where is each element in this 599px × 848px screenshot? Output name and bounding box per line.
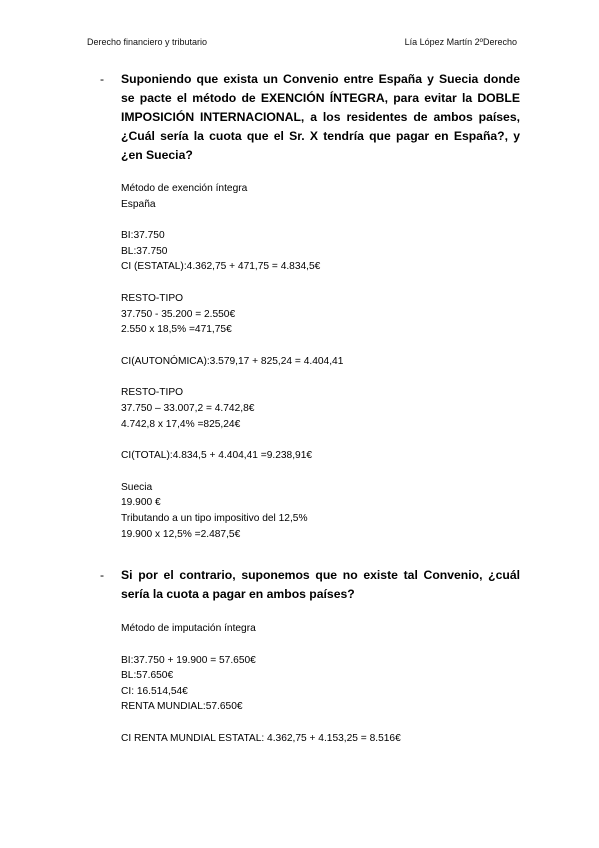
- method-label: Método de imputación íntegra: [121, 623, 256, 634]
- spain-title: España: [121, 198, 156, 210]
- ci-renta-mundial-estatal-line: CI RENTA MUNDIAL ESTATAL: 4.362,75 + 4.153,25 = 8.516€: [121, 732, 401, 744]
- question-2-text: Si por el contrario, suponemos que no existe tal Convenio, ¿cuál sería la cuota a pagar en ambos países?: [121, 568, 520, 601]
- method-label: Método de exención íntegra: [121, 183, 248, 194]
- resto-tipo-line: 37.750 – 33.007,2 = 4.742,8€: [121, 402, 255, 414]
- page-header: [87, 37, 517, 47]
- ci-line: CI: 16.514,54€: [121, 685, 188, 697]
- resto-tipo-line: 2.550 x 18,5% =471,75€: [121, 324, 232, 336]
- sweden-rate-text: Tributando a un tipo impositivo del 12,5%: [121, 512, 308, 524]
- sweden-amount: 19.900 €: [121, 497, 161, 509]
- ci-autonomica-line: CI(AUTONÓMICA):3.579,17 + 825,24 = 4.404,41: [121, 355, 344, 367]
- bullet-dash: -: [100, 568, 105, 582]
- resto-tipo-line: 4.742,8 x 17,4% =825,24€: [121, 418, 241, 430]
- bl-line: BL:37.750: [121, 245, 168, 257]
- question-1-text: Suponiendo que exista un Convenio entre España y Suecia donde se pacte el método de EXENCIÓN ÍNTEGRA, para evitar la DOBLE IMPOSICIÓN INTERNACIONAL, a los residentes de ambos países, ¿Cuál sería la cuota que el Sr. X tendría que pagar en España?, y ¿en Suecia?: [121, 72, 520, 162]
- bi-line: BI:37.750 + 19.900 = 57.650€: [121, 654, 256, 666]
- question-1: [100, 70, 520, 165]
- resto-tipo-title: RESTO-TIPO: [121, 387, 184, 399]
- ci-total-line: CI(TOTAL):4.834,5 + 4.404,41 =9.238,91€: [121, 450, 313, 462]
- header-author: Lía López Martín 2ºDerecho: [404, 37, 517, 47]
- sweden-title: Suecia: [121, 481, 153, 493]
- sweden-calc: 19.900 x 12,5% =2.487,5€: [121, 528, 241, 540]
- header-subject: Derecho financiero y tributario: [87, 37, 208, 47]
- ci-estatal-line: CI (ESTATAL):4.362,75 + 471,75 = 4.834,5€: [121, 261, 321, 273]
- answer-1: [121, 181, 451, 542]
- bl-line: BL:57.650€: [121, 670, 174, 682]
- bi-line: BI:37.750: [121, 230, 165, 242]
- renta-mundial-line: RENTA MUNDIAL:57.650€: [121, 701, 243, 713]
- resto-tipo-title: RESTO-TIPO: [121, 292, 184, 304]
- question-2: [100, 566, 520, 604]
- bullet-dash: -: [100, 72, 105, 86]
- resto-tipo-line: 37.750 - 35.200 = 2.550€: [121, 308, 236, 320]
- answer-2: [121, 621, 451, 747]
